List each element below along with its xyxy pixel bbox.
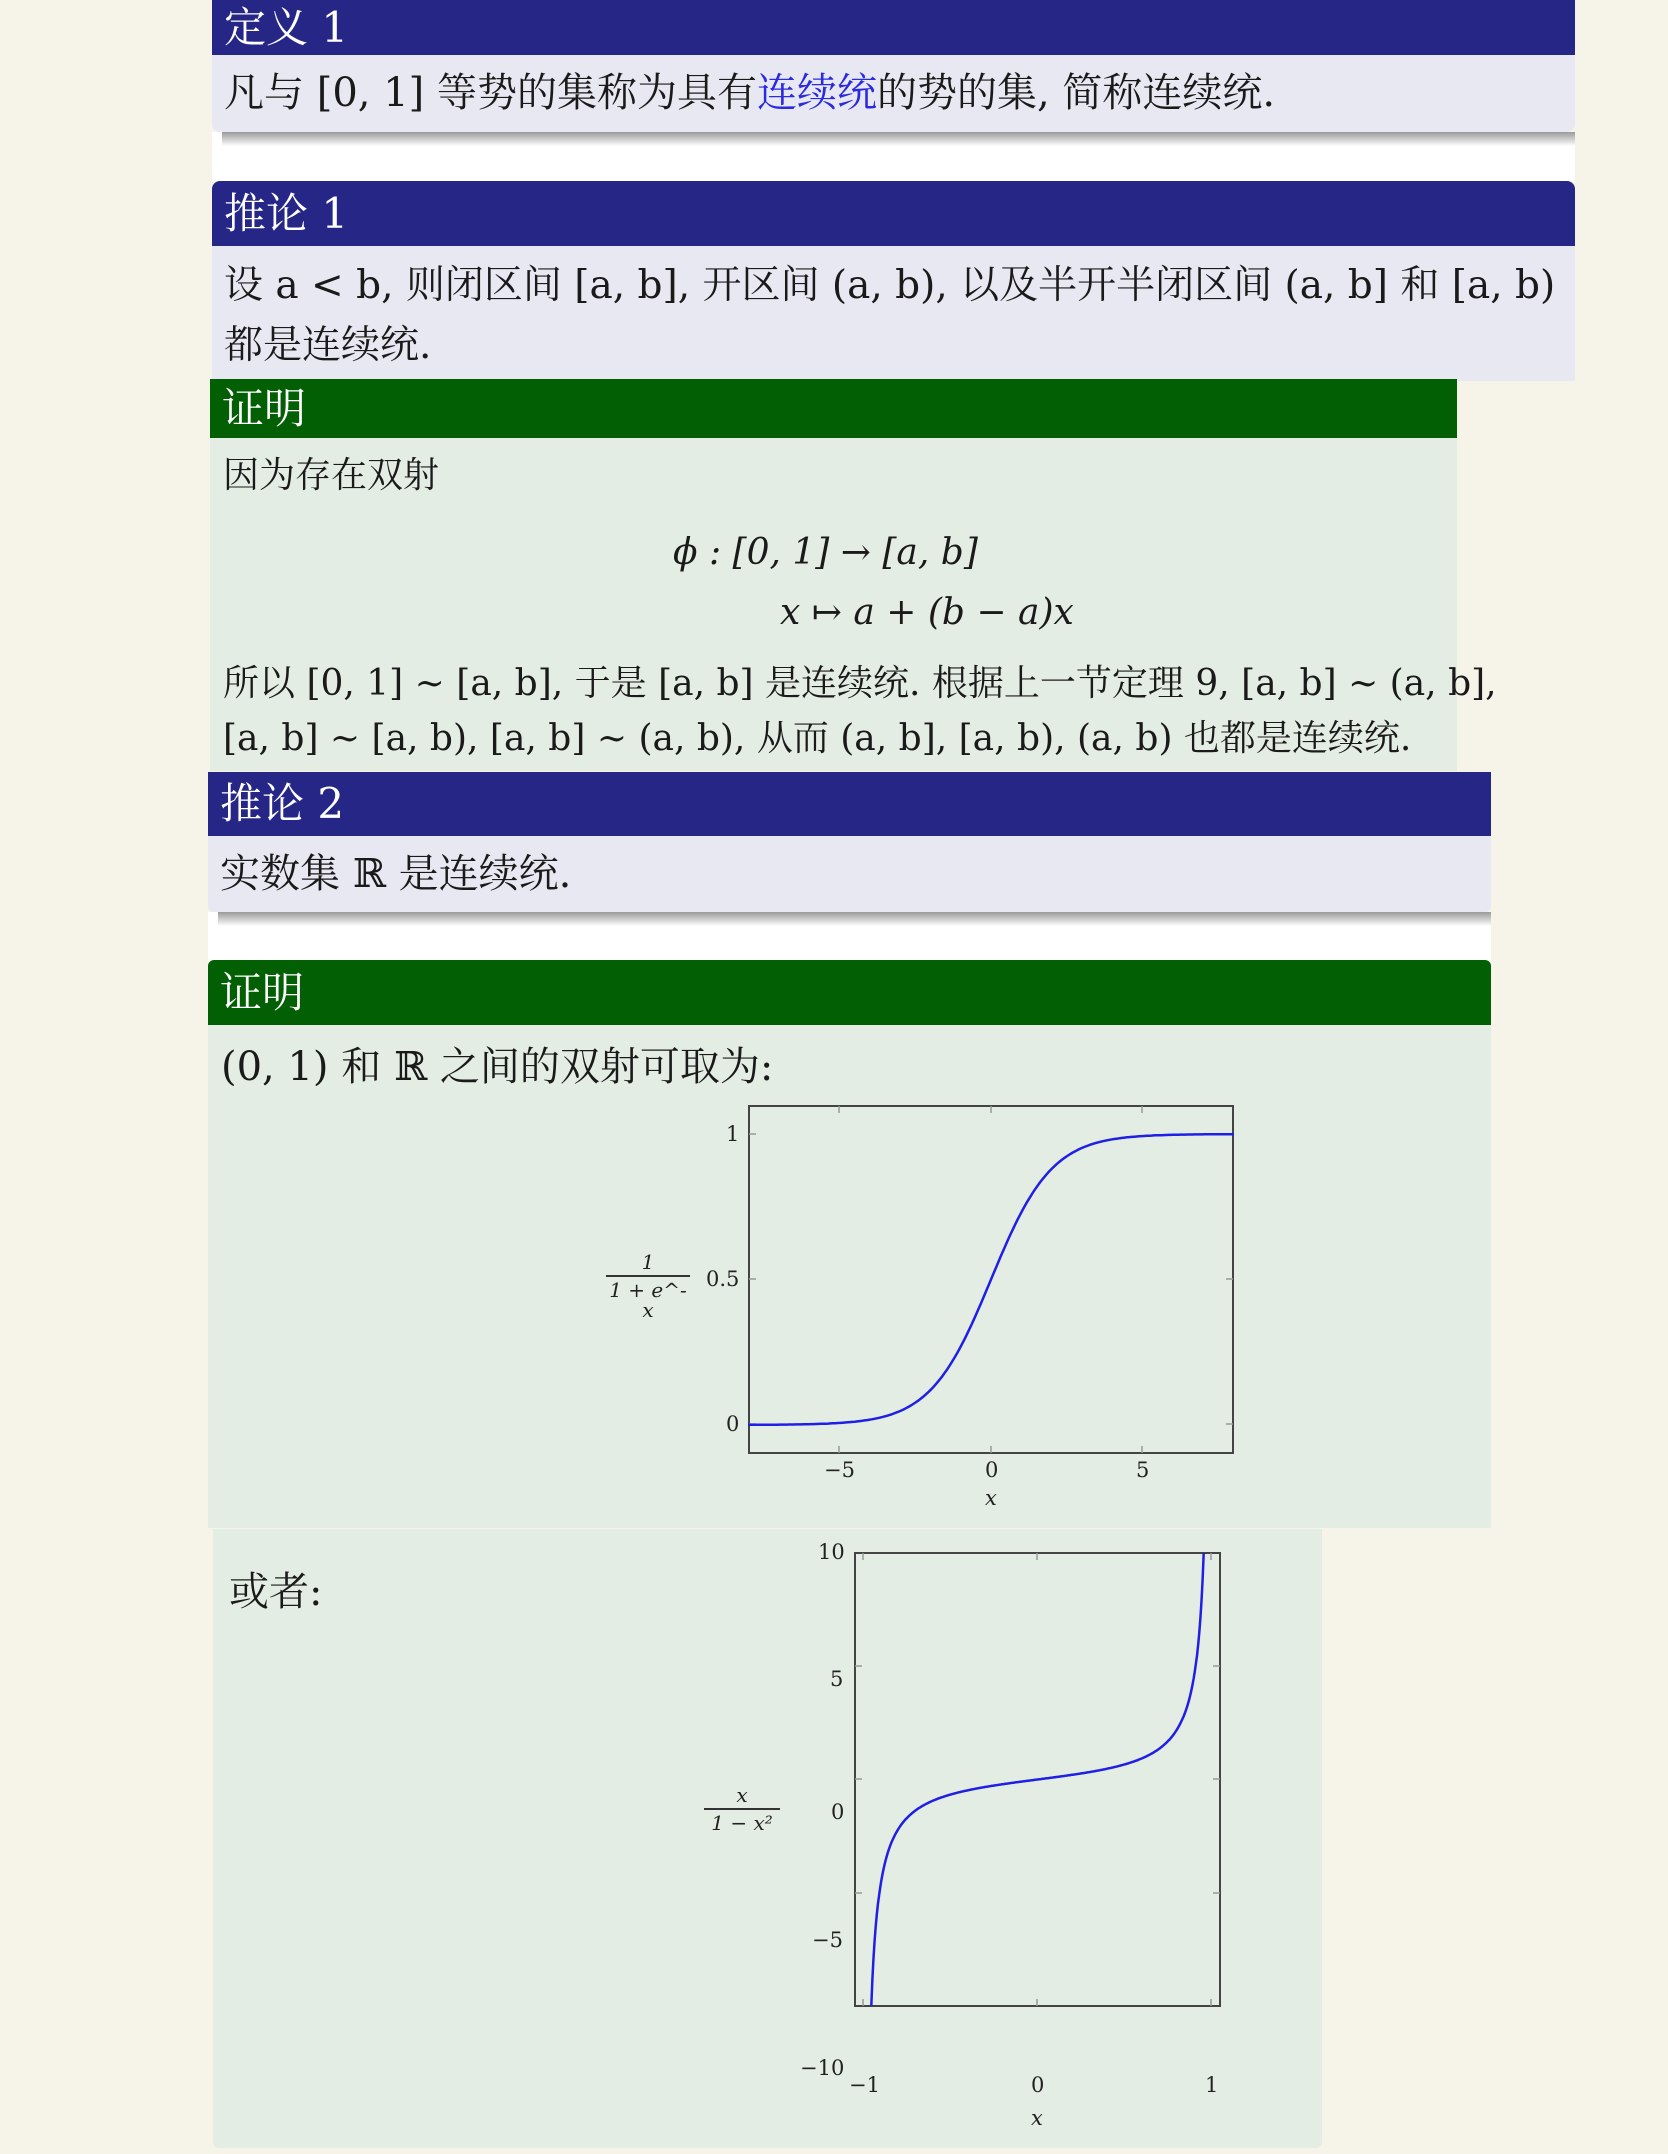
corollary-2-body [208,836,1491,912]
rational-ytick-0: 0 [831,1800,845,1824]
rational-x-axis-label: x [1031,2106,1043,2130]
corollary-2-text: 实数集 ℝ 是连续统. [220,851,572,897]
proof-1-line-2: [a, b] ∼ [a, b), [a, b] ∼ (a, b), 从而 (a, b], [a, b), (a, b) 也都是连续统. [223,718,1412,759]
definition-text-post: 的势的集, 简称连续统. [876,70,1276,116]
sigmoid-ytick-0.5: 0.5 [706,1267,740,1291]
proof-2-intro: (0, 1) 和 ℝ 之间的双射可取为: [221,1044,774,1090]
block-shadow [222,132,1575,146]
block-shadow [218,912,1491,926]
rational-ytick-10: 10 [818,1540,845,1564]
corollary-1-line-2: 都是连续统. [224,323,432,368]
rational-y-axis-label: $\frac{x}{\text{1 − x²}}$ [704,1785,780,1833]
corollary-1-line-1: 设 a < b, 则闭区间 [a, b], 开区间 (a, b), 以及半开半闭区间 (a, b] 和 [a, b) [224,263,1556,308]
corollary-1-body [212,246,1575,381]
rational-ytick-5: 5 [830,1667,844,1691]
corollary-1-title: 推论 1 [212,181,1575,246]
proof-2-title: 证明 [208,960,1491,1025]
rational-plot [854,1552,1221,2007]
sigmoid-xtick-5: 5 [1136,1458,1150,1482]
proof-1-intro: 因为存在双射 [223,455,440,496]
sigmoid-ytick-0: 0 [726,1412,740,1436]
rational-xtick--1: −1 [849,2073,880,2097]
highlight-term-continuum: 连续统 [756,70,877,116]
proof-1-formula-2: x ↦ a + (b − a)x [780,592,1074,633]
sigmoid-xtick--5: −5 [824,1458,855,1482]
rational-ytick--10: −10 [800,2056,845,2080]
rational-ytick--5: −5 [812,1928,843,1952]
sigmoid-plot [748,1105,1234,1454]
sigmoid-xtick-0: 0 [985,1458,999,1482]
corollary-2-title: 推论 2 [208,772,1491,836]
rational-xtick-1: 1 [1205,2073,1219,2097]
proof-1-formula-1: ϕ : [0, 1] → [a, b] [673,532,978,573]
definition-text-pre: 凡与 [0, 1] 等势的集称为具有 [224,70,757,116]
rational-xtick-0: 0 [1031,2073,1045,2097]
sigmoid-x-axis-label: x [985,1486,997,1510]
alternative-label: 或者: [229,1569,323,1615]
definition-body [212,55,1575,132]
rational-curve [871,1553,1203,2006]
proof-1-title: 证明 [210,379,1457,438]
proof-1-line-1: 所以 [0, 1] ∼ [a, b], 于是 [a, b] 是连续统. 根据上一节定理 9, [a, b] ∼ (a, b], [223,663,1497,704]
definition-title: 定义 1 [212,0,1575,55]
sigmoid-curve [748,1134,1234,1425]
sigmoid-y-axis-label: $\frac{1}{1 + e\^{}-x}$ [606,1252,690,1320]
proof-1-body [210,438,1497,771]
sigmoid-ytick-1: 1 [726,1122,740,1146]
